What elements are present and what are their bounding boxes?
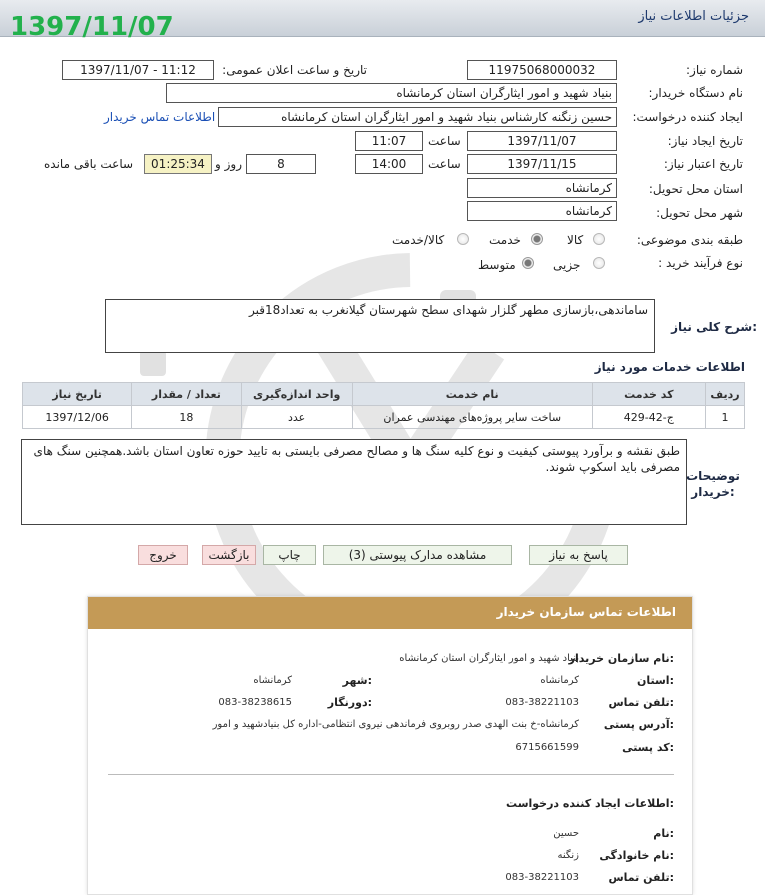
col-need-date: تاریخ نیاز xyxy=(23,383,132,406)
col-row: ردیف xyxy=(705,383,744,406)
cell-row: 1 xyxy=(705,406,744,429)
print-button[interactable]: چاپ xyxy=(263,545,316,565)
contact-phone-value: 083-38221103 xyxy=(505,697,579,708)
create-time-label: ساعت xyxy=(428,134,461,148)
category-option-service: خدمت xyxy=(489,233,521,247)
buyer-org-label: نام دستگاه خریدار: xyxy=(648,86,743,100)
cell-service-code: ج-42-429 xyxy=(592,406,705,429)
description-label: شرح کلی نیاز: xyxy=(671,320,757,334)
col-quantity: تعداد / مقدار xyxy=(132,383,241,406)
remaining-timer: 01:25:34 xyxy=(144,154,212,174)
process-option-minor: جزیی xyxy=(553,258,581,272)
requester-field: حسین زنگنه کارشناس بنیاد شهید و امور ایثارگران استان کرمانشاه xyxy=(218,107,617,127)
services-table-wrap xyxy=(22,382,745,429)
category-option-goods: کالا xyxy=(567,233,584,247)
description-text: ساماندهی،بازسازی مطهر گلزار شهدای سطح شهرستان گیلانغرب به تعداد18قبر xyxy=(249,303,648,317)
process-radio-medium[interactable] xyxy=(522,257,534,269)
buyer-notes-text: طبق نقشه و برآورد پیوستی کیفیت و نوع کلیه سنگ ها و مصالح مصرفی بایستی به تایید حوزه تعاون استان باشد.همچنین سنگ های مصرفی باید اسکوپ شوند. xyxy=(33,444,680,474)
buyer-contact-card xyxy=(87,596,693,895)
create-time-field: 11:07 xyxy=(355,131,423,151)
contact-province-label: استان: xyxy=(636,674,674,687)
city-field: کرمانشاه xyxy=(467,201,617,221)
remaining-label: ساعت باقی مانده xyxy=(44,157,134,171)
buyer-contact-link[interactable]: اطلاعات تماس خریدار xyxy=(104,110,216,124)
need-number-label: شماره نیاز: xyxy=(686,63,743,77)
validity-time-field: 14:00 xyxy=(355,154,423,174)
contact-address-label: آدرس پستی: xyxy=(603,718,674,731)
validity-date-field: 1397/11/15 xyxy=(467,154,617,174)
contact-fax-value: 083-38238615 xyxy=(218,697,292,708)
city-label: شهر محل تحویل: xyxy=(656,206,743,220)
process-radio-minor[interactable] xyxy=(593,257,605,269)
creator-first-name-value: حسین xyxy=(553,828,579,839)
org-value: بنیاد شهید و امور ایثارگران استان کرمانشاه xyxy=(399,653,579,664)
creator-phone-value: 083-38221103 xyxy=(505,872,579,883)
reply-button[interactable]: پاسخ به نیاز xyxy=(529,545,628,565)
contact-province-value: کرمانشاه xyxy=(540,675,579,686)
province-label: استان محل تحویل: xyxy=(648,182,743,196)
buyer-notes-box xyxy=(21,439,687,525)
creator-section-title: اطلاعات ایجاد کننده درخواست: xyxy=(506,797,674,810)
contact-postal-label: کد پستی: xyxy=(622,741,674,754)
col-unit: واحد اندازه‌گیری xyxy=(241,383,352,406)
contact-fax-label: دورنگار: xyxy=(327,696,372,709)
contact-address-value: کرمانشاه-خ بنت الهدی صدر روبروی فرماندهی نیروی انتظامی-اداره کل بنیادشهید و امور xyxy=(212,719,579,730)
services-section-title: اطلاعات خدمات مورد نیاز xyxy=(594,360,745,374)
exit-button[interactable]: خروج xyxy=(138,545,188,565)
contact-card-title: اطلاعات تماس سازمان خریدار xyxy=(496,605,676,619)
creator-first-name-label: نام: xyxy=(653,827,674,840)
cell-need-date: 1397/12/06 xyxy=(23,406,132,429)
services-table xyxy=(22,382,745,429)
table-row xyxy=(23,406,745,429)
back-button[interactable]: بازگشت xyxy=(202,545,256,565)
buyer-org-field: بنیاد شهید و امور ایثارگران استان کرمانشاه xyxy=(166,83,617,103)
days-label: روز و xyxy=(215,157,242,171)
card-divider xyxy=(108,774,674,775)
buyer-notes-label: توضیحات خریدار: xyxy=(686,469,740,499)
creator-phone-label: تلفن تماس: xyxy=(608,871,674,884)
validity-date-label: تاریخ اعتبار نیاز: xyxy=(663,157,743,171)
category-radio-goods[interactable] xyxy=(593,233,605,245)
org-label: نام سازمان خریدار: xyxy=(568,652,674,665)
announce-field: 1397/11/07 - 11:12 xyxy=(62,60,214,80)
category-option-goods-service: کالا/خدمت xyxy=(392,233,445,247)
col-service-code: کد خدمت xyxy=(592,383,705,406)
creator-last-name-value: زنگنه xyxy=(557,850,579,861)
col-service-name: نام خدمت xyxy=(352,383,592,406)
contact-postal-value: 6715661599 xyxy=(515,742,579,753)
requester-label: ایجاد کننده درخواست: xyxy=(632,110,743,124)
attachments-button[interactable]: مشاهده مدارک پیوستی (3) xyxy=(323,545,512,565)
need-number-field: 11975068000032 xyxy=(467,60,617,80)
process-option-medium: متوسط xyxy=(478,258,516,272)
date-stamp: 1397/11/07 xyxy=(10,12,174,42)
province-field: کرمانشاه xyxy=(467,178,617,198)
contact-city-value: کرمانشاه xyxy=(253,675,292,686)
category-label: طبقه بندی موضوعی: xyxy=(636,233,743,247)
cell-quantity: 18 xyxy=(132,406,241,429)
contact-city-label: شهر: xyxy=(342,674,372,687)
services-table-header xyxy=(23,383,745,406)
category-radio-goods-service[interactable] xyxy=(457,233,469,245)
create-date-field: 1397/11/07 xyxy=(467,131,617,151)
cell-unit: عدد xyxy=(241,406,352,429)
validity-time-label: ساعت xyxy=(428,157,461,171)
announce-label: تاریخ و ساعت اعلان عمومی: xyxy=(222,63,367,77)
days-field: 8 xyxy=(246,154,316,174)
creator-last-name-label: نام خانوادگی: xyxy=(599,849,674,862)
cell-service-name: ساخت سایر پروژه‌های مهندسی عمران xyxy=(352,406,592,429)
create-date-label: تاریخ ایجاد نیاز: xyxy=(667,134,743,148)
contact-phone-label: تلفن تماس: xyxy=(608,696,674,709)
process-label: نوع فرآیند خرید : xyxy=(658,256,743,270)
category-radio-service[interactable] xyxy=(531,233,543,245)
description-box xyxy=(105,299,655,353)
page-title: جزئیات اطلاعات نیاز xyxy=(638,9,749,24)
contact-card-header xyxy=(88,597,692,629)
